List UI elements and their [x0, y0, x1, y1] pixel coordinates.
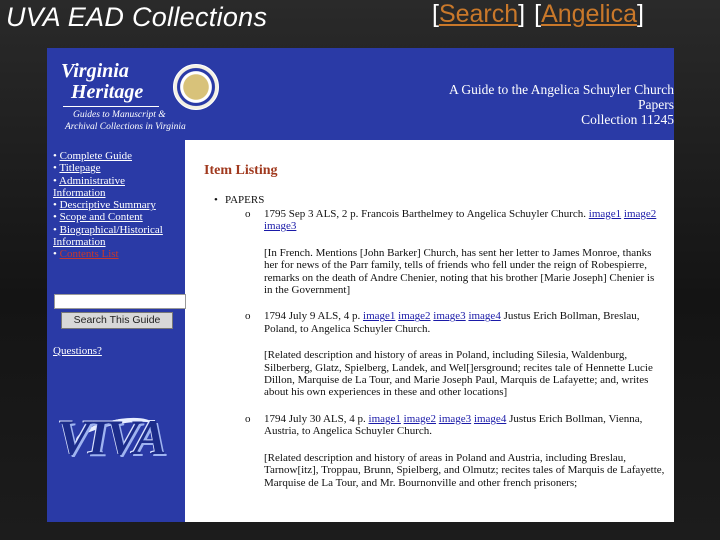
- page-title: Item Listing: [204, 163, 278, 178]
- logo-line-4: Archival Collections in Virginia: [65, 122, 186, 132]
- slide-title: UVA EAD Collections: [6, 2, 268, 32]
- bullet-marker: o: [245, 310, 251, 323]
- image2-link[interactable]: image2: [403, 412, 437, 425]
- bullet-marker: o: [245, 412, 251, 425]
- sidebar-link-titlepage[interactable]: Titlepage: [59, 162, 101, 175]
- sidebar-link-administrative[interactable]: Administrative Information: [53, 174, 125, 199]
- item-text: 1794 July 9 ALS, 4 p.: [264, 310, 361, 323]
- sidebar: [47, 140, 185, 522]
- list-item: [245, 310, 665, 335]
- questions-link[interactable]: Questions?: [53, 345, 102, 357]
- top-links: [Search] [Angelica]: [432, 0, 644, 28]
- image1-link[interactable]: image1: [368, 412, 401, 425]
- item-text-after: Justus Erich Bollman, Vienna, Austria, to Angelica Schuyler Church.: [264, 412, 643, 438]
- logo-line-3: Guides to Manuscript &: [73, 110, 166, 120]
- logo-line-1: Virginia: [61, 60, 129, 82]
- item-note: [Related description and history of areas in Poland and Austria, including Breslau, Tarnow[itz], Troppau, Brunn, Spielberg, and Olmutz; recites tales of Marquis de Lafayette, Marquise de La Tour, and Mr. Bournonville and other french prisoners;: [264, 451, 665, 489]
- image2-link[interactable]: image2: [398, 310, 431, 323]
- search-link[interactable]: Search: [438, 0, 519, 28]
- sidebar-item-descriptive-summary: • Descriptive Summary: [53, 199, 156, 212]
- sidebar-item-scope: • Scope and Content: [53, 211, 143, 224]
- image3-link[interactable]: image3: [264, 220, 297, 233]
- virginia-heritage-logo[interactable]: [55, 60, 231, 136]
- sidebar-item-administrative: • Administrative Information: [53, 174, 125, 199]
- image4-link[interactable]: image4: [468, 310, 501, 323]
- angelica-link[interactable]: Angelica: [541, 0, 637, 28]
- list-item: [245, 413, 665, 438]
- image1-link[interactable]: image1: [363, 310, 396, 323]
- sidebar-link-descriptive-summary[interactable]: Descriptive Summary: [59, 199, 156, 212]
- main-content: [185, 140, 674, 522]
- embedded-screenshot: [47, 48, 674, 522]
- sidebar-nav: [53, 150, 187, 261]
- logo-rule: [63, 106, 159, 107]
- sidebar-item-complete-guide: • Complete Guide: [53, 150, 133, 162]
- item-list: [245, 208, 665, 503]
- image3-link[interactable]: image3: [438, 412, 472, 425]
- item-text: 1794 July 30 ALS, 4 p.: [264, 412, 366, 425]
- sidebar-item-contents-list: • Contents List: [53, 248, 119, 261]
- guide-title-line-3: Collection 11245: [581, 112, 674, 127]
- sidebar-link-scope[interactable]: Scope and Content: [59, 211, 143, 224]
- sidebar-item-titlepage: • Titlepage: [53, 162, 101, 175]
- image3-link[interactable]: image3: [433, 310, 466, 323]
- search-this-guide-button[interactable]: Search This Guide: [61, 312, 173, 329]
- logo-line-2: Heritage: [71, 81, 144, 103]
- item-text-after: Justus Erich Bollman, Breslau, Poland, to Angelica Schuyler Church.: [264, 310, 640, 335]
- image1-link[interactable]: image1: [588, 208, 622, 220]
- list-item: [245, 208, 665, 233]
- guide-title: [449, 82, 674, 127]
- sidebar-item-biographical: • Biographical/Historical Information: [53, 223, 163, 249]
- sidebar-link-complete-guide[interactable]: Complete Guide: [59, 150, 133, 162]
- virginia-seal-icon: [173, 64, 219, 110]
- search-input[interactable]: [54, 294, 186, 309]
- guide-title-line-2: Papers: [638, 97, 674, 112]
- sidebar-link-contents-list[interactable]: Contents List: [59, 248, 119, 261]
- item-note: [Related description and history of areas in Poland, including Silesia, Waldenburg, Silberberg, Glatz, Spielberg, Landek, and Wel[]ersground; recites tale of Hennette Lucie Dillon, Marquise de La Tour, and Marie Joseph Paul, Marquis de Lafayette; and, writes about his own experiences in these and other locations]: [264, 349, 653, 399]
- item-text: 1795 Sep 3 ALS, 2 p. Francois Barthelmey to Angelica Schuyler Church.: [264, 208, 587, 220]
- viva-logo[interactable]: VIVA: [57, 409, 165, 465]
- bullet-marker: o: [245, 208, 251, 220]
- image4-link[interactable]: image4: [473, 412, 507, 425]
- sidebar-link-biographical[interactable]: Biographical/Historical Information: [53, 223, 163, 249]
- image2-link[interactable]: image2: [623, 208, 657, 220]
- guide-title-line-1: A Guide to the Angelica Schuyler Church: [449, 82, 674, 97]
- series-heading: • PAPERS: [225, 194, 264, 206]
- item-note: [In French. Mentions [John Barker] Church, has sent her letter to James Monroe, thanks her for news of the Parr family, tells of friends who fell under the reign of Robespierre, remarks on the death of Andre Chenier, noting that his brother [Marie Joseph] Chenier is in the Government]: [264, 246, 655, 297]
